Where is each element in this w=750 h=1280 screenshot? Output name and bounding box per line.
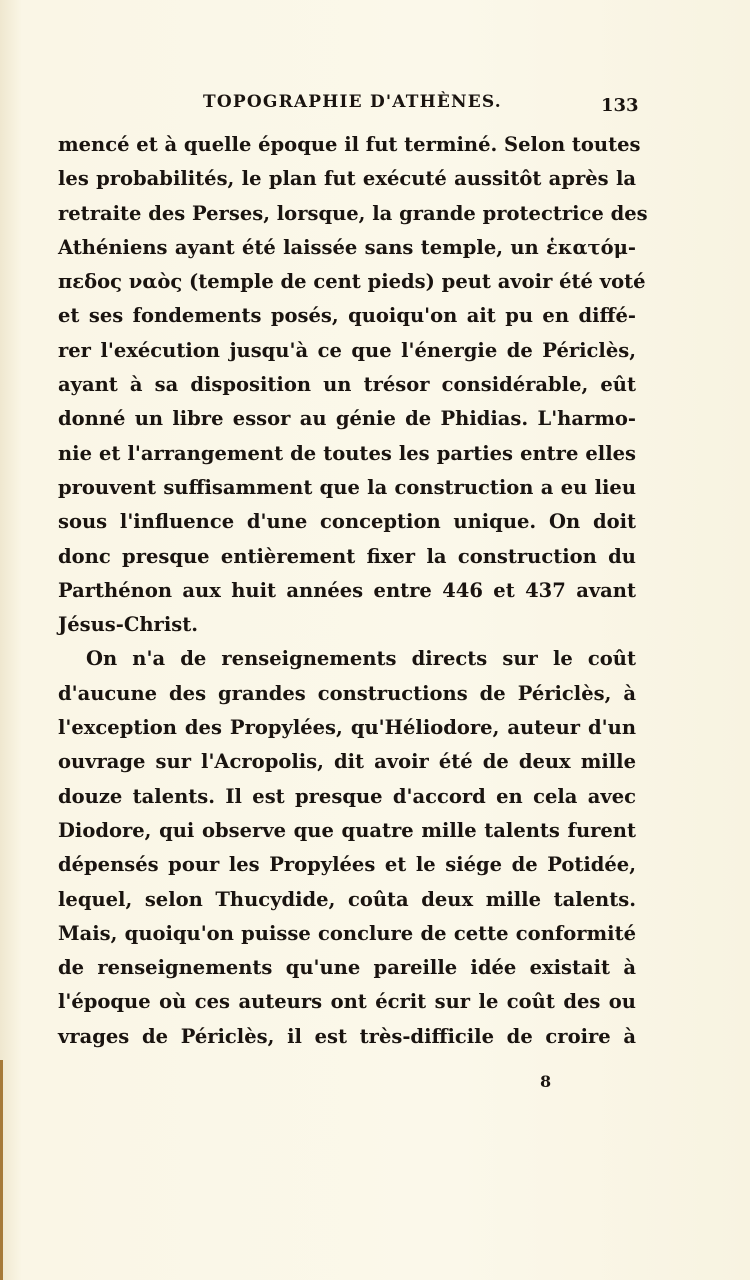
text-line: Mais, quoiqu'on puisse conclure de cette conformité (58, 921, 636, 945)
text-line: ouvrage sur l'Acropolis, dit avoir été de deux mille (58, 750, 636, 774)
text-line: l'époque où ces auteurs ont écrit sur le coût des ou (58, 990, 636, 1014)
page-number: 133 (601, 95, 639, 116)
text-line: Athéniens ayant été laissée sans temple, un ἑκατόμ- (58, 235, 636, 259)
text-line: d'aucune des grandes constructions de Périclès, à (58, 681, 636, 705)
text-line: l'exception des Propylées, qu'Héliodore, auteur d'un (58, 716, 636, 740)
text-line: mencé et à quelle époque il fut terminé. Selon toutes (58, 133, 641, 156)
text-line: donné un libre essor au génie de Phidias. L'harmo- (58, 407, 636, 431)
running-head-title: TOPOGRAPHIE D'ATHÈNES. (203, 92, 502, 112)
text-line: et ses fondements posés, quoiqu'on ait pu en diffé- (58, 304, 636, 328)
text-line: douze talents. Il est presque d'accord en cela avec (58, 784, 636, 808)
text-line: lequel, selon Thucydide, coûta deux mille talents. (58, 887, 636, 911)
text-line: sous l'influence d'une conception unique. On doit (58, 510, 636, 534)
text-line: πεδος ναὸς (temple de cent pieds) peut avoir été voté (58, 270, 646, 294)
paragraph-start-line: On n'a de renseignements directs sur le coût (86, 647, 636, 671)
text-line: Parthénon aux huit années entre 446 et 437 avant (58, 578, 636, 602)
text-line: donc presque entièrement fixer la construction du (58, 544, 636, 568)
body-text (58, 128, 648, 1054)
text-line: nie et l'arrangement de toutes les parties entre elles (58, 441, 636, 465)
text-line: Jésus-Christ. (58, 613, 199, 637)
text-line: de renseignements qu'une pareille idée existait à (58, 956, 636, 980)
printer-signature-mark: 8 (540, 1072, 552, 1091)
text-line: Diodore, qui observe que quatre mille talents furent (58, 818, 636, 842)
text-line: les probabilités, le plan fut exécuté aussitôt après la (58, 167, 636, 191)
text-line: retraite des Perses, lorsque, la grande protectrice des (58, 201, 648, 225)
page-edge-stain (0, 1060, 3, 1280)
text-line: ayant à sa disposition un trésor considérable, eût (58, 373, 636, 397)
text-line: rer l'exécution jusqu'à ce que l'énergie de Périclès, (58, 338, 636, 362)
text-line: dépensés pour les Propylées et le siége de Potidée, (58, 853, 636, 877)
text-line: prouvent suffisamment que la construction a eu lieu (58, 475, 636, 499)
text-line: vrages de Périclès, il est très-difficile de croire à (58, 1024, 636, 1048)
